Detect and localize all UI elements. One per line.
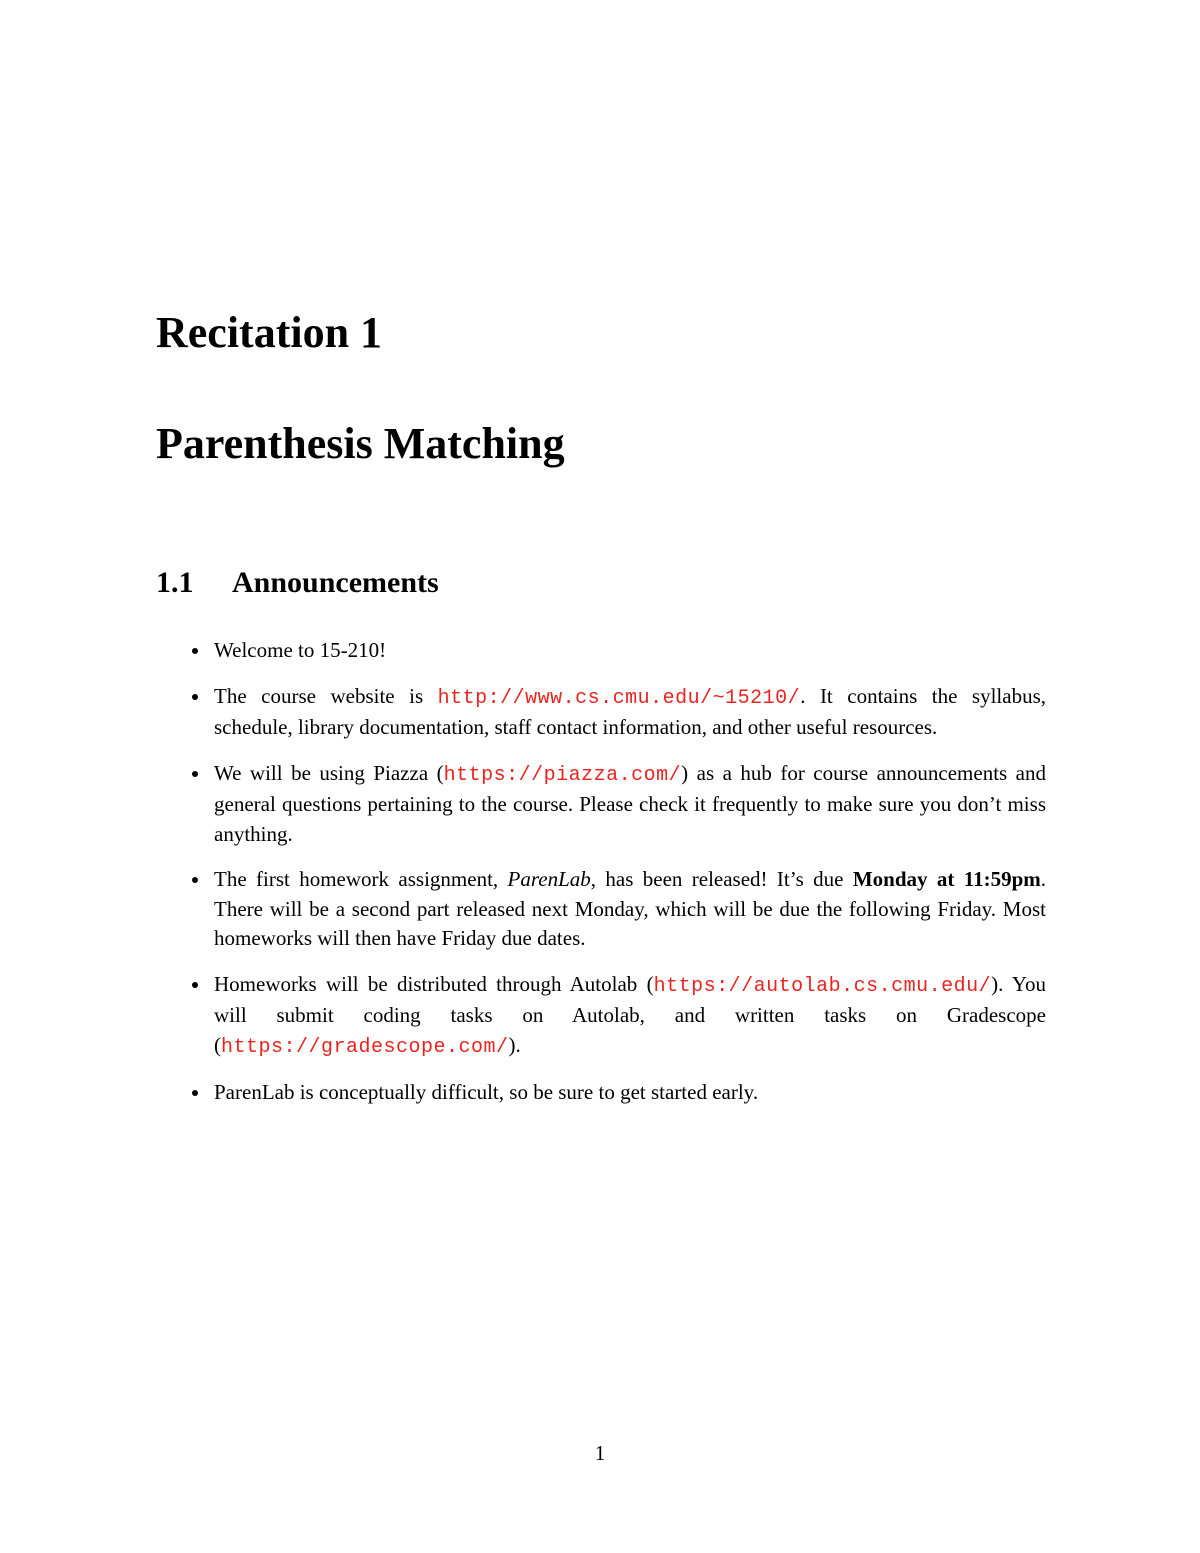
section-number: 1.1 — [156, 566, 194, 599]
item-text: Welcome to 15-210! — [214, 638, 387, 662]
piazza-link[interactable]: https://piazza.com/ — [443, 763, 682, 787]
item-text: The first homework assignment, — [214, 867, 508, 891]
item-text: ParenLab is conceptually difficult, so be sure to get started early. — [214, 1080, 759, 1104]
bullet-icon — [192, 1090, 198, 1096]
item-text: ). — [508, 1032, 521, 1057]
item-text: ) as a hub for course announcements and general questions pertaining to the course. Please check it frequently to make sure you don’t miss anything. — [214, 760, 1047, 846]
section-heading — [156, 563, 439, 603]
item-text: Homeworks will be distributed through Autolab ( — [214, 971, 654, 996]
due-date: Monday at 11:59pm — [852, 867, 1041, 891]
list-item — [214, 636, 1046, 666]
bullet-icon — [192, 982, 198, 988]
autolab-link[interactable]: https://autolab.cs.cmu.edu/ — [653, 974, 992, 998]
chapter-title: Parenthesis Matching — [156, 419, 565, 468]
bullet-icon — [192, 771, 198, 777]
course-website-link[interactable]: http://www.cs.cmu.edu/~15210/ — [437, 686, 801, 710]
item-text: . It contains the syllabus, schedule, library documentation, staff contact information, and other useful resources. — [214, 683, 1046, 739]
item-text: The course website is — [214, 683, 438, 708]
bullet-icon — [192, 648, 198, 654]
item-text: , has been released! It’s due — [590, 867, 853, 891]
list-item — [214, 865, 1046, 954]
announcements-list — [214, 636, 1046, 1124]
bullet-icon — [192, 694, 198, 700]
list-item — [214, 682, 1046, 743]
list-item — [214, 759, 1046, 850]
item-text: We will be using Piazza ( — [214, 760, 444, 785]
bullet-icon — [192, 877, 198, 883]
assignment-name: ParenLab — [507, 867, 591, 891]
recitation-label: Recitation 1 — [156, 308, 383, 357]
gradescope-link[interactable]: https://gradescope.com/ — [221, 1035, 509, 1059]
section-title: Announcements — [232, 566, 439, 599]
item-text: . There will be a second part released next Monday, which will be due the following Friday. Most homeworks will then have Friday due dates. — [214, 867, 1047, 950]
item-text: ). You will submit coding tasks on Autolab, and written tasks on Gradescope ( — [214, 971, 1046, 1057]
list-item — [214, 970, 1046, 1063]
list-item — [214, 1078, 1046, 1108]
page-number: 1 — [594, 1441, 606, 1465]
